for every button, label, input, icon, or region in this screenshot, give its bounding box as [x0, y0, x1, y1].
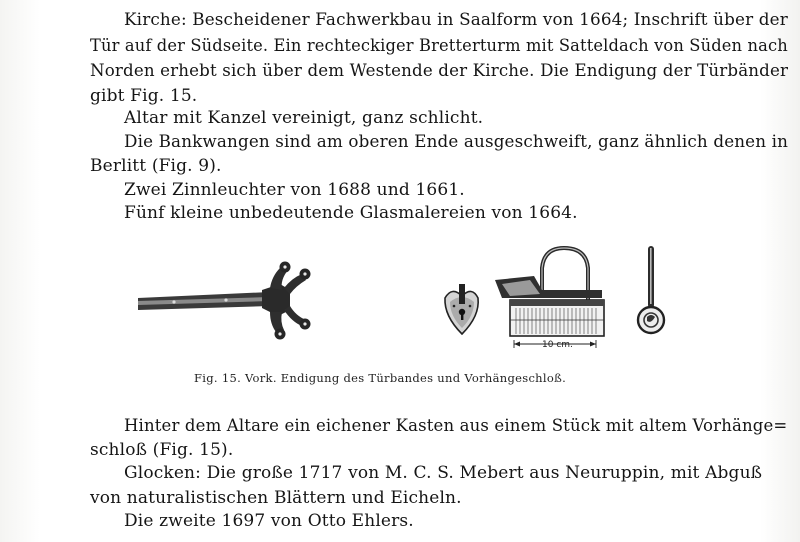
- text-line-kirche-2: Tür auf der Südseite. Ein rechteckiger Bretterturm mit Satteldach von Süden nach: [90, 36, 788, 56]
- figure-caption: Fig. 15. Vork. Endigung des Türbandes und Vorhängeschloß.: [194, 371, 567, 385]
- text-line-kirche-1: Kirche: Bescheidener Fachwerkbau in Saalform von 1664; Inschrift über der: [124, 10, 788, 30]
- keyhole-plate-drawing: [445, 284, 478, 334]
- figure-15-drawing: [130, 240, 690, 358]
- text-line-glasmalereien: Fünf kleine unbedeutende Glasmalereien von 1664.: [124, 203, 578, 223]
- text-line-glocken-2: von naturalistischen Blättern und Eicheln.: [90, 488, 462, 508]
- text-line-glocken-1: Glocken: Die große 1717 von M. C. S. Mebert aus Neuruppin, mit Abguß: [124, 463, 763, 483]
- text-line-kasten-1: Hinter dem Altare ein eichener Kasten aus einem Stück mit altem Vorhänge=: [124, 416, 788, 436]
- text-line-zweite: Die zweite 1697 von Otto Ehlers.: [124, 511, 414, 531]
- figure-15: [130, 240, 690, 358]
- key-drawing: [638, 246, 664, 333]
- text-line-altar: Altar mit Kanzel vereinigt, ganz schlicht.: [124, 108, 484, 128]
- text-line-kirche-3: Norden erhebt sich über dem Westende der Kirche. Die Endigung der Türbänder: [90, 61, 789, 81]
- text-line-bankwangen-2: Berlitt (Fig. 9).: [90, 156, 222, 176]
- door-hinge-band-drawing: [138, 262, 311, 340]
- scale-bar-label: 10 cm.: [542, 340, 573, 350]
- text-line-kirche-4: gibt Fig. 15.: [90, 86, 198, 106]
- text-line-kasten-2: schloß (Fig. 15).: [90, 440, 234, 460]
- padlock-drawing: [495, 248, 604, 350]
- text-line-zinnleuchter: Zwei Zinnleuchter von 1688 und 1661.: [124, 180, 465, 200]
- text-line-bankwangen-1: Die Bankwangen sind am oberen Ende ausgeschweift, ganz ähnlich denen in: [124, 132, 789, 152]
